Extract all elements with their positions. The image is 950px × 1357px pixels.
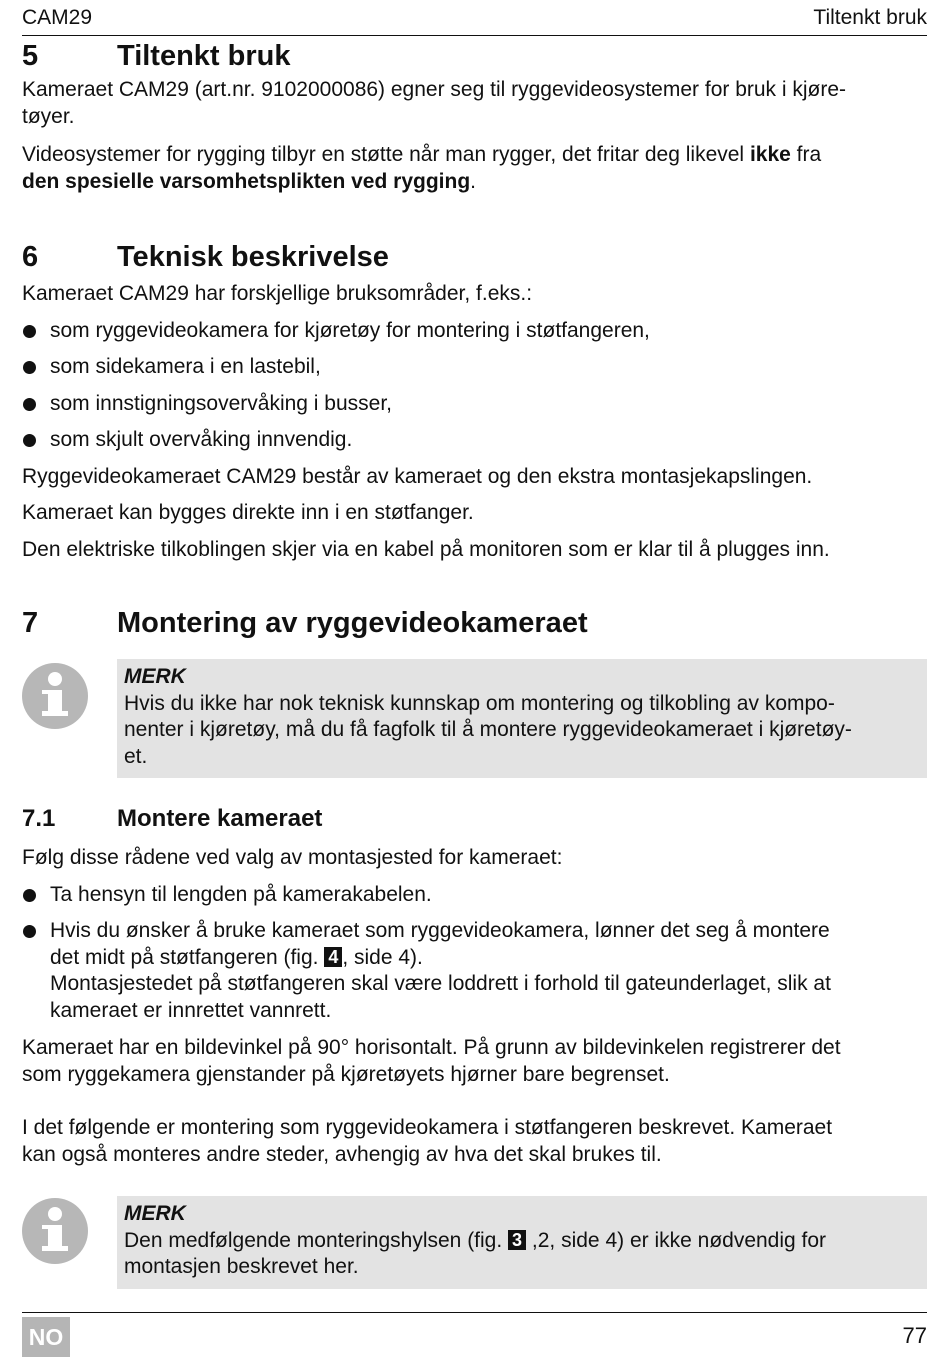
text-line: I det følgende er montering som ryggevideokamera i støtfangeren beskrevet. Kameraet (22, 1116, 833, 1139)
section-7-1-para-2 (22, 1115, 927, 1168)
list-item (22, 318, 927, 345)
section-number: 6 (22, 241, 39, 273)
header-product: CAM29 (22, 6, 93, 29)
page-number: 77 (902, 1323, 927, 1348)
note-box (22, 1196, 927, 1289)
list-item-text: Ta hensyn til lengden på kamerakabelen. (50, 882, 432, 906)
info-icon (22, 1196, 117, 1289)
section-6-para-1: Ryggevideokameraet CAM29 består av kameraet og den ekstra montasjekapslingen. (22, 464, 813, 488)
section-6-para-2: Kameraet kan bygges direkte inn i en støtfanger. (22, 501, 474, 524)
list-item-text: Hvis du ønsker å bruke kameraet som ryggevideokamera, lønner det seg å montere det midt på støtfangeren (fig. 4 , side 4). Montasjestedet på støtfangeren skal være loddrett i forhold til gateunderlaget, slik at kameraet er innrettet vannrett. (50, 919, 831, 1022)
section-7-1-heading (22, 805, 927, 833)
note-content (117, 1196, 927, 1289)
bullet-icon (22, 882, 50, 909)
section-title: Montere kameraet (117, 805, 323, 832)
section-5-para-2 (22, 142, 927, 195)
text-line: Hvis du ikke har nok teknisk kunnskap om montering og tilkobling av kompo- (124, 691, 835, 715)
page-footer (22, 1312, 927, 1357)
text-line: nenter i kjøretøy, må du få fagfolk til å montere ryggevideokameraet i kjøretøy- (124, 718, 852, 741)
running-header (22, 6, 927, 36)
text-line: Den medfølgende monteringshylsen (fig. 3 ,2, side 4) er ikke nødvendig for (124, 1228, 827, 1252)
figure-ref: 3 (508, 1230, 526, 1250)
text-line: den spesielle varsomhetsplikten ved rygging. (22, 169, 476, 193)
note-box (22, 659, 927, 778)
section-number: 7.1 (22, 805, 56, 832)
section-number: 5 (22, 40, 39, 72)
section-5-heading (22, 39, 927, 73)
bullet-icon (22, 427, 50, 454)
bullet-icon (22, 391, 50, 418)
figure-ref: 4 (324, 947, 342, 967)
section-title: Tiltenkt bruk (117, 40, 291, 72)
list-item-text: som sidekamera i en lastebil, (50, 355, 321, 378)
bullet-icon (22, 318, 50, 345)
note-title: MERK (124, 1202, 186, 1225)
list-item-text: som skjult overvåking innvendig. (50, 428, 353, 451)
bullet-icon (22, 354, 50, 381)
list-item (22, 391, 927, 418)
section-6-para-3: Den elektriske tilkoblingen skjer via en kabel på monitoren som er klar til å plugges inn. (22, 537, 830, 561)
info-icon (22, 659, 117, 778)
list-item-text: som innstigningsovervåking i busser, (50, 391, 393, 415)
bullet-icon (22, 918, 50, 1024)
list-item (22, 918, 927, 1024)
list-item-text: som ryggevideokamera for kjøretøy for montering i støtfangeren, (50, 318, 650, 342)
list-item (22, 882, 927, 909)
text-line: Kameraet har en bildevinkel på 90° horisontalt. På grunn av bildevinkelen registrerer det (22, 1036, 841, 1059)
text-line: et. (124, 744, 148, 768)
section-7-1-para-1 (22, 1035, 927, 1088)
text-line: som ryggekamera gjenstander på kjøretøyets hjørner bare begrenset. (22, 1062, 670, 1086)
section-5-para-1 (22, 77, 927, 130)
text-line: tøyer. (22, 104, 75, 128)
note-content (117, 659, 927, 778)
text-line: Kameraet CAM29 (art.nr. 9102000086) egner seg til ryggevideosystemer for bruk i kjøre- (22, 78, 847, 101)
list-item (22, 427, 927, 454)
text-line: montasjen beskrevet her. (124, 1255, 359, 1278)
section-7-1-intro: Følg disse rådene ved valg av montasjested for kameraet: (22, 846, 563, 869)
note-title: MERK (124, 665, 186, 688)
section-title: Montering av ryggevideokameraet (117, 607, 588, 639)
section-7-heading (22, 606, 927, 640)
section-6-intro: Kameraet CAM29 har forskjellige bruksområder, f.eks.: (22, 282, 533, 305)
text-line: Videosystemer for rygging tilbyr en støtte når man rygger, det fritar deg likevel ikke fra (22, 143, 822, 166)
text-line: kan også monteres andre steder, avhengig av hva det skal brukes til. (22, 1142, 662, 1166)
section-6-heading (22, 240, 927, 274)
section-number: 7 (22, 607, 39, 639)
page (22, 6, 927, 1289)
header-chapter: Tiltenkt bruk (813, 6, 927, 29)
language-badge: NO (22, 1317, 70, 1357)
section-title: Teknisk beskrivelse (117, 241, 389, 273)
list-item (22, 354, 927, 381)
